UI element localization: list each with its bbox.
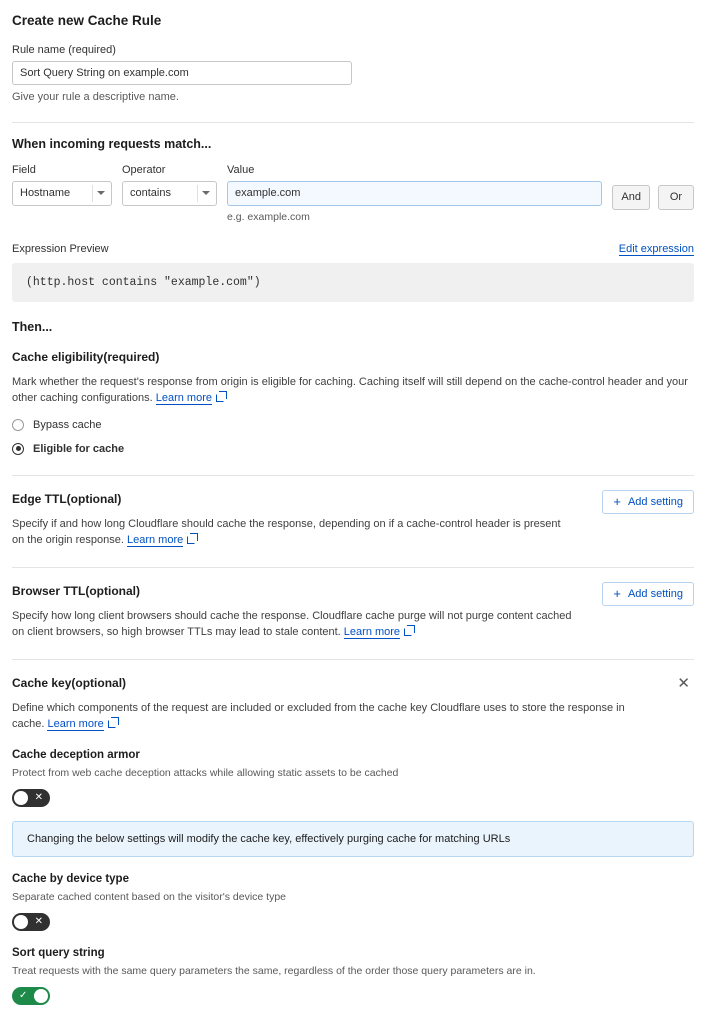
plus-icon: + (613, 494, 621, 510)
browser-ttl-description (12, 608, 572, 641)
cache-eligibility-title: Cache eligibility (12, 349, 104, 364)
cache-eligibility-heading (12, 348, 694, 366)
chevron-down-icon (202, 191, 210, 195)
browser-ttl-heading (12, 582, 572, 600)
or-button[interactable]: Or (658, 185, 694, 210)
edge-ttl-learn-more-link[interactable]: Learn more (126, 534, 184, 547)
cache-key-learn-more-link[interactable]: Learn more (47, 718, 104, 731)
sort-query-string-description: Treat requests with the same query parameters the same, regardless of the order those query parameters are in. (12, 964, 536, 977)
plus-icon: + (613, 586, 621, 602)
cache-eligibility-description-text: Mark whether the request's response from origin is eligible for caching. Caching itself will still depend on the cache-control header and your other caching configurations. (12, 375, 688, 405)
cache-eligibility-required: (required) (103, 349, 160, 364)
browser-ttl-add-setting-button[interactable] (602, 582, 694, 606)
value-hint: e.g. example.com (227, 210, 310, 223)
rule-name-help: Give your rule a descriptive name. (12, 91, 179, 103)
sort-query-string-toggle[interactable] (12, 987, 50, 1005)
operator-select-value: contains (130, 187, 171, 200)
edge-ttl-heading (12, 490, 572, 508)
divider (12, 567, 694, 568)
cache-by-device-type-toggle[interactable] (12, 913, 50, 931)
chevron-down-icon (97, 191, 105, 195)
divider (12, 122, 694, 123)
external-link-icon (216, 394, 224, 402)
edge-ttl-description-text: Specify if and how long Cloudflare should cache the response, depending on if a cache-control header is present on the origin response. (12, 517, 561, 547)
browser-ttl-optional: (optional) (85, 583, 140, 598)
toggle-off-icon: ✕ (34, 791, 43, 803)
select-divider (197, 185, 198, 202)
cache-deception-armor-group (12, 749, 694, 807)
radio-icon (12, 419, 24, 431)
cache-deception-armor-description: Protect from web cache deception attacks while allowing static assets to be cached (12, 766, 399, 779)
toggle-on-icon: ✓ (19, 989, 28, 1001)
field-column (12, 164, 112, 206)
operator-label: Operator (122, 163, 166, 176)
cache-key-notice: Changing the below settings will modify the cache key, effectively purging cache for matching URLs (12, 821, 694, 857)
browser-ttl-left (12, 582, 572, 641)
cache-key-left (12, 674, 653, 733)
sort-query-string-title: Sort query string (12, 946, 105, 959)
rule-name-label: Rule name (required) (12, 44, 116, 56)
toggle-knob (14, 791, 28, 805)
page-title: Create new Cache Rule (12, 13, 162, 28)
browser-ttl-section (12, 582, 694, 641)
divider (12, 659, 694, 660)
radio-bypass-cache[interactable] (12, 419, 694, 431)
expression-header (12, 243, 694, 256)
edge-ttl-description (12, 516, 572, 549)
sort-query-string-group (12, 947, 694, 1005)
edge-ttl-add-setting-button[interactable] (602, 490, 694, 514)
value-input[interactable] (227, 181, 602, 206)
cache-key-section (12, 674, 694, 733)
cache-key-description-text: Define which components of the request are included or excluded from the cache key Cloudflare uses to store the response in cache. (12, 701, 625, 731)
match-section-title: When incoming requests match... (12, 136, 212, 151)
edge-ttl-title: Edge TTL (12, 491, 67, 506)
cache-deception-armor-title: Cache deception armor (12, 748, 140, 761)
field-label: Field (12, 163, 36, 176)
rule-name-group (12, 44, 694, 106)
cache-by-device-type-title: Cache by device type (12, 872, 129, 885)
cache-key-description (12, 700, 653, 733)
toggle-off-icon: ✕ (34, 915, 43, 927)
cache-eligibility-section (12, 348, 694, 455)
cache-eligibility-learn-more-link[interactable]: Learn more (155, 392, 212, 405)
divider (12, 475, 694, 476)
match-row (12, 164, 694, 223)
edge-ttl-left (12, 490, 572, 549)
radio-eligible-for-cache[interactable] (12, 443, 694, 455)
radio-bypass-cache-label: Bypass cache (33, 418, 102, 431)
radio-icon-selected (12, 443, 24, 455)
browser-ttl-title: Browser TTL (12, 583, 86, 598)
logic-buttons (612, 164, 694, 210)
browser-ttl-learn-more-link[interactable]: Learn more (343, 626, 401, 639)
expression-preview: (http.host contains "example.com") (12, 263, 694, 302)
operator-column (122, 164, 217, 206)
and-button[interactable]: And (612, 185, 650, 210)
value-label: Value (227, 163, 255, 176)
cache-key-title: Cache key (12, 675, 72, 690)
value-column (227, 164, 602, 223)
operator-select[interactable] (122, 181, 217, 206)
cache-deception-armor-toggle[interactable] (12, 789, 50, 807)
close-icon[interactable]: ✕ (677, 674, 690, 692)
toggle-knob (14, 915, 28, 929)
cache-eligibility-description (12, 374, 694, 407)
edge-ttl-add-setting-label: Add setting (627, 495, 683, 508)
radio-eligible-for-cache-label: Eligible for cache (33, 442, 125, 455)
toggle-knob (34, 989, 48, 1003)
rule-name-input[interactable] (12, 61, 352, 85)
cache-by-device-type-description: Separate cached content based on the visitor's device type (12, 890, 287, 903)
then-title: Then... (12, 319, 53, 334)
external-link-icon (108, 720, 116, 728)
edit-expression-link[interactable]: Edit expression (618, 242, 694, 255)
browser-ttl-description-text: Specify how long client browsers should cache the response. Cloudflare cache purge will not purge content cached on client browsers, so high browser TTLs may lead to stale content. (12, 609, 572, 639)
field-select-value: Hostname (20, 187, 71, 200)
external-link-icon (187, 536, 195, 544)
browser-ttl-add-setting-label: Add setting (627, 587, 683, 600)
field-select[interactable] (12, 181, 112, 206)
edge-ttl-optional: (optional) (66, 491, 122, 506)
edge-ttl-section (12, 490, 694, 549)
select-divider (92, 185, 93, 202)
expression-label: Expression Preview (12, 242, 109, 255)
cache-key-heading (12, 674, 653, 692)
external-link-icon (404, 628, 412, 636)
cache-key-optional: (optional) (71, 675, 127, 690)
cache-by-device-type-group (12, 873, 694, 931)
